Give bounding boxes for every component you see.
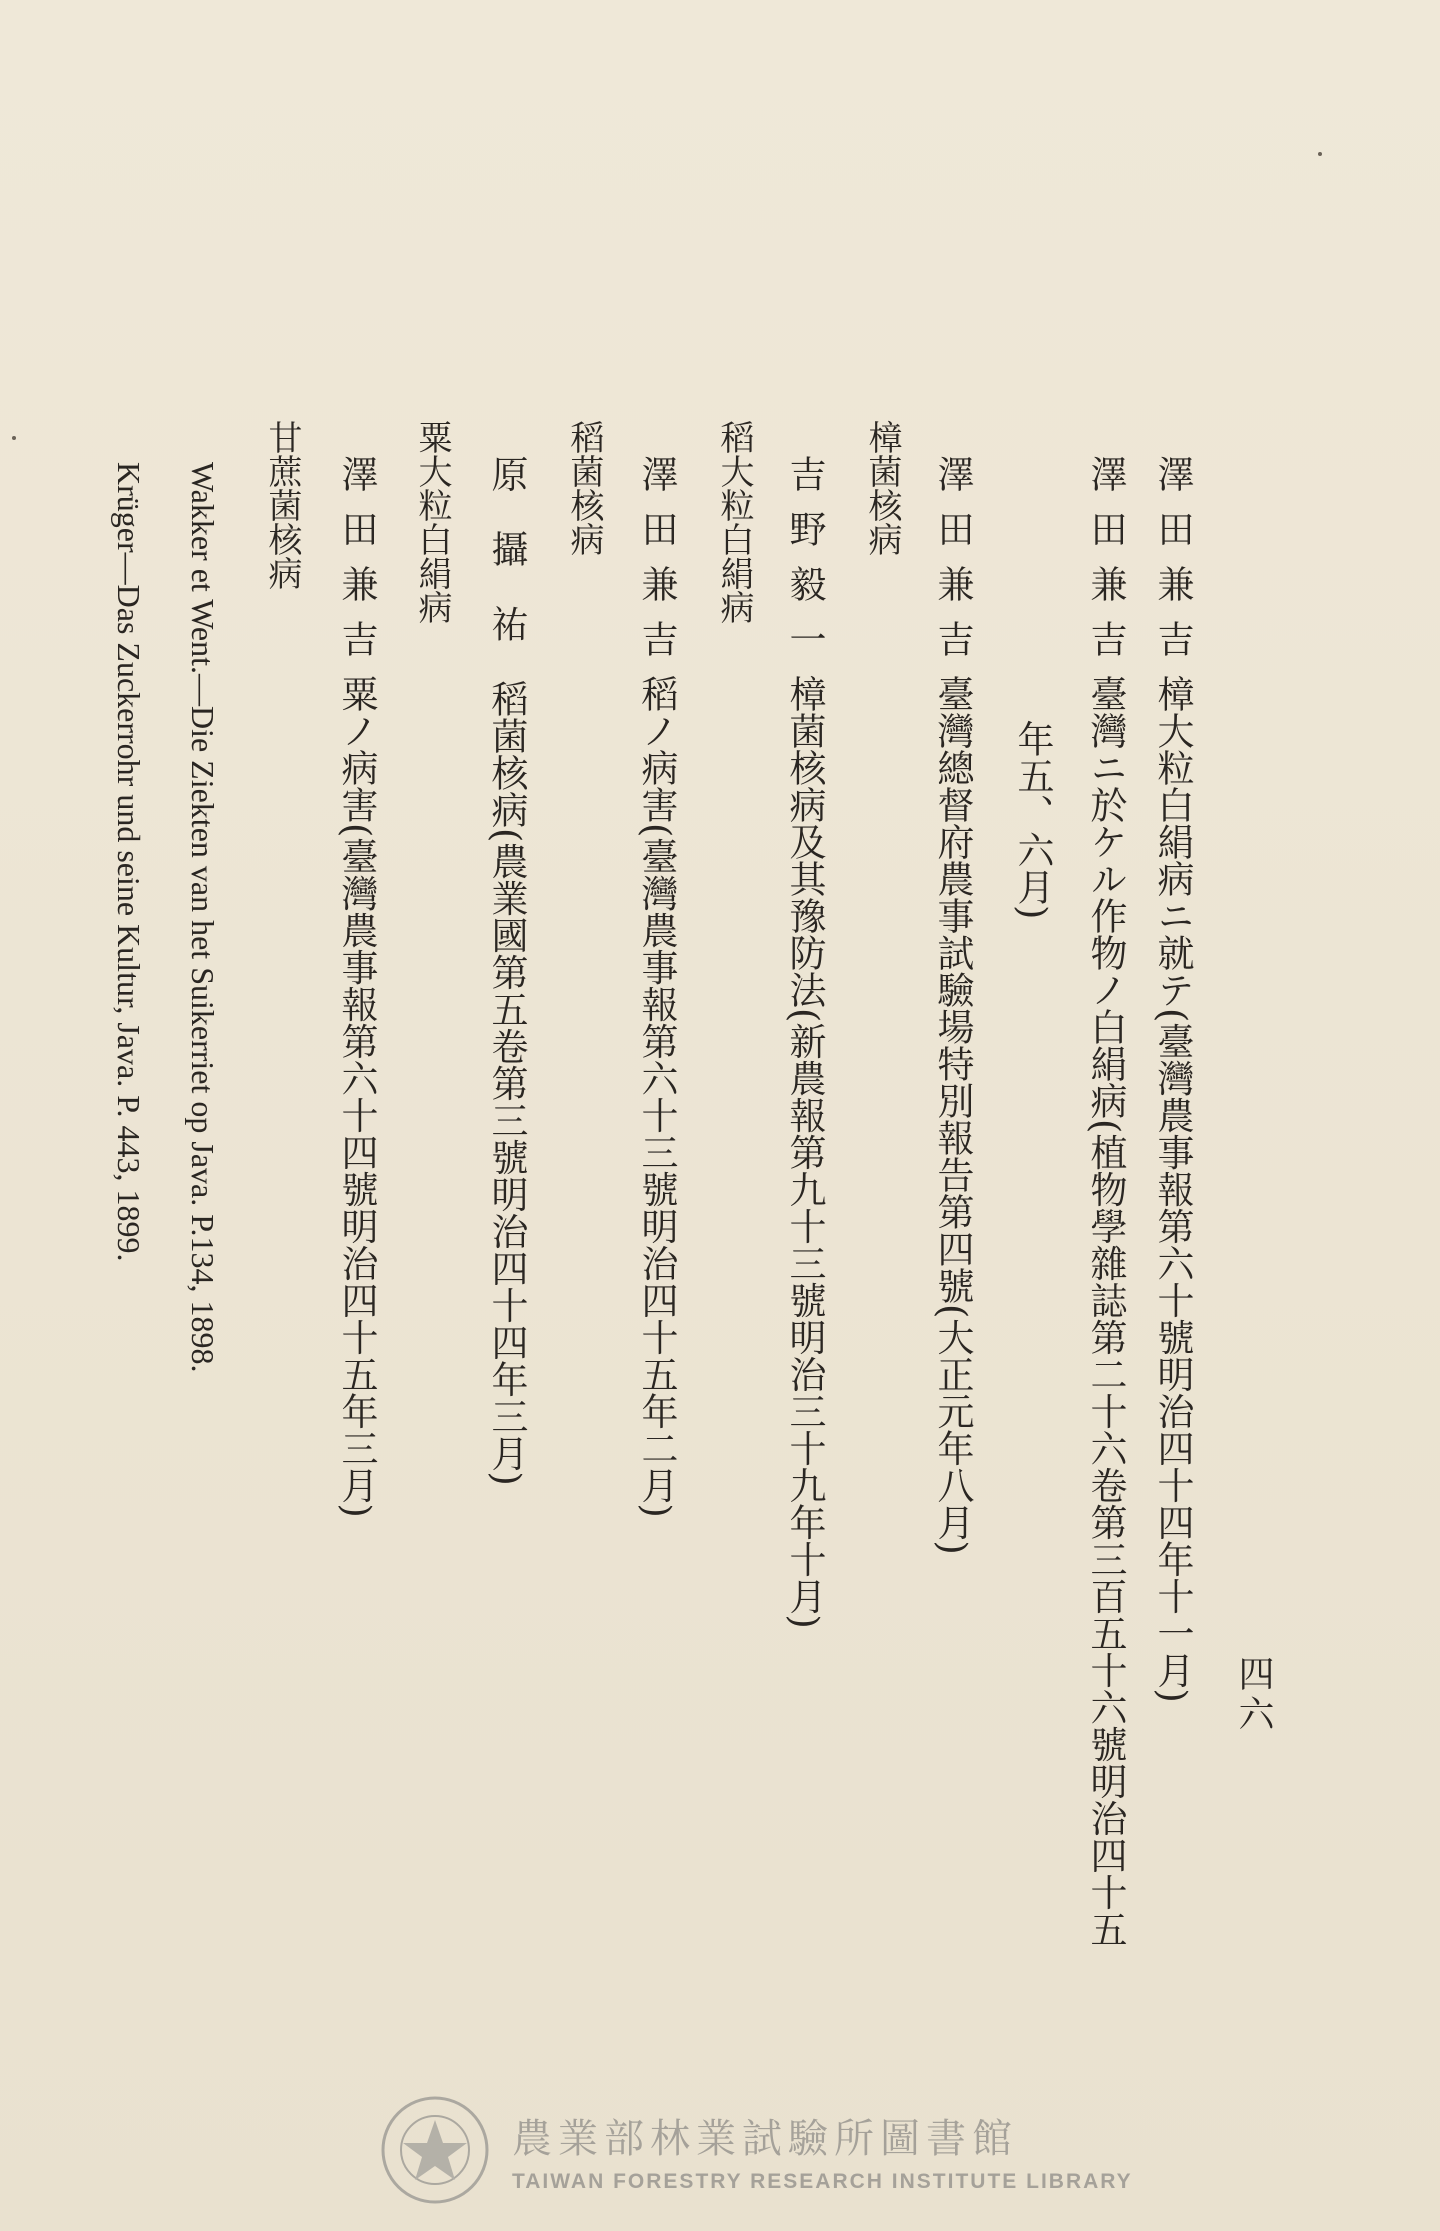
reference-text: 樟大粒白絹病ニ就テ(臺灣農事報第六十號明治四十四年十一月) — [1151, 675, 1194, 1703]
latin-reference-1: Wakker et Went.—Die Ziekten van het Suikerriet op Java. P.134, 1898. — [185, 462, 221, 1373]
reference-author: 原攝祐 — [485, 455, 528, 680]
reference-author: 澤田兼吉 — [635, 455, 678, 675]
heading-rice: 稻菌核病 — [564, 420, 604, 556]
reference-author: 澤田兼吉 — [335, 455, 378, 675]
library-watermark — [380, 2095, 1133, 2205]
page-number: 四六 — [1233, 1655, 1274, 1735]
reference-6 — [484, 455, 528, 1486]
library-name-chinese: 農業部林業試驗所圖書館 — [512, 2115, 1018, 2162]
library-name-english: TAIWAN FORESTRY RESEARCH INSTITUTE LIBRARY — [512, 2169, 1133, 2193]
reference-text: 臺灣ニ於ケル作物ノ白絹病(植物學雜誌第二十六卷第三百五十六號明治四十五 — [1084, 675, 1127, 1948]
speck — [12, 436, 16, 440]
heading-millet: 粟大粒白絹病 — [412, 420, 452, 624]
reference-4 — [782, 455, 826, 1629]
reference-2-continued — [1010, 720, 1054, 919]
reference-2 — [1083, 455, 1127, 1947]
reference-text: 稻菌核病(農業國第五卷第三號明治四十四年三月) — [485, 680, 528, 1486]
latin-reference-2: Krüger—Das Zuckerrohr und seine Kultur, Java. P. 443, 1899. — [111, 462, 147, 1262]
reference-7 — [334, 455, 378, 1518]
reference-author: 澤田兼吉 — [1084, 455, 1127, 675]
reference-5 — [634, 455, 678, 1518]
library-seal-icon — [380, 2095, 490, 2205]
reference-text: 稻ノ病害(臺灣農事報第六十三號明治四十五年二月) — [635, 675, 678, 1518]
reference-author: 澤田兼吉 — [931, 455, 974, 675]
heading-rice-large: 稻大粒白絹病 — [714, 420, 754, 624]
reference-text: 臺灣總督府農事試驗場特別報告第四號(大正元年八月) — [931, 675, 974, 1555]
heading-camphor: 樟菌核病 — [862, 420, 902, 556]
reference-1 — [1150, 455, 1194, 1703]
speck — [1318, 152, 1322, 156]
reference-text: 年五、六月) — [1011, 720, 1054, 920]
heading-sugarcane: 甘蔗菌核病 — [262, 420, 302, 590]
reference-author: 吉野毅一 — [783, 455, 826, 675]
reference-author: 澤田兼吉 — [1151, 455, 1194, 675]
reference-text: 粟ノ病害(臺灣農事報第六十四號明治四十五年三月) — [335, 675, 378, 1518]
reference-3 — [930, 455, 974, 1555]
reference-text: 樟菌核病及其豫防法(新農報第九十三號明治三十九年十月) — [783, 675, 826, 1629]
